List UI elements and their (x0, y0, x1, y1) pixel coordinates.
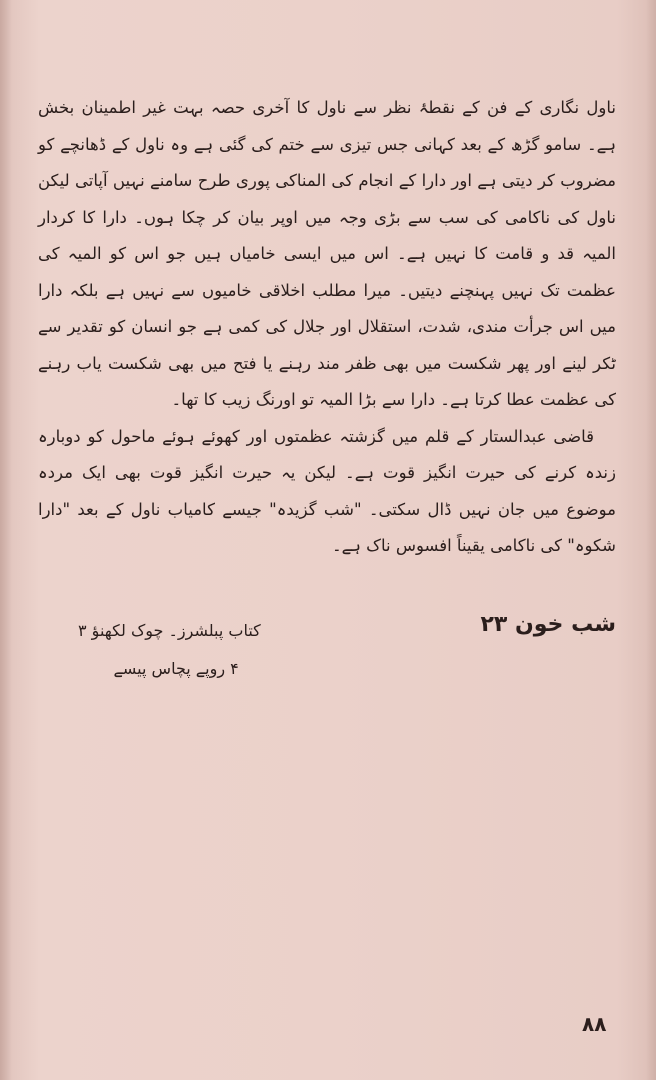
book-publisher: کتاب پبلشرز۔ چوک لکھنؤ ۳ (78, 621, 261, 640)
book-price: ۴ روپے پچاس پیسے (113, 659, 239, 678)
review-header (38, 612, 616, 712)
page-shadow-right (646, 0, 656, 1080)
article-paragraph: قاضی عبدالستار کے قلم میں گزشتہ عظمتوں اور کھوئے ہوئے ماحول کو دوبارہ زندہ کرنے کی حیرت انگیز قوت ہے۔ لیکن یہ حیرت انگیز قوت بھی ایک مردہ موضوع میں جان نہیں ڈال سکتی۔ "شب گزیدہ" جیسے کامیاب ناول کے بعد "دارا شکوہ" کی ناکامی یقیناً افسوس ناک ہے۔ (38, 426, 616, 555)
book-info (78, 612, 261, 688)
page-shadow-left (0, 0, 12, 1080)
article-paragraph: ناول نگاری کے فن کے نقطۂ نظر سے ناول کا آخری حصہ بہت غیر اطمینان بخش ہے۔ سامو گڑھ کے بعد کہانی جس تیزی سے ختم کی گئی ہے وہ ناول کے ڈھانچے کو مضروب کر دیتی ہے اور دارا کے انجام کی المناکی پوری طرح سامنے نہیں آپاتی لیکن ناول کی ناکامی کی سب سے بڑی وجہ میں اوپر بیان کر چکا ہوں۔ دارا کا کردار المیہ قد و قامت کا نہیں ہے۔ اس میں ایسی خامیاں ہیں جو اس کو المیہ کی عظمت تک نہیں پہنچنے دیتیں۔ میرا مطلب اخلاقی خامیوں سے نہیں ہے بلکہ دارا میں اس جرأت مندی، شدت، استقلال اور جلال کی کمی ہے جو انسان کو تقدیر سے ٹکر لینے اور پھر شکست میں بھی ظفر مند رہنے یا فتح میں بھی شکست یاب رہنے کی عظمت عطا کرتا ہے۔ دارا سے بڑا المیہ تو اورنگ زیب کا تھا۔ (38, 98, 616, 409)
page-number: ۸۸ (582, 1012, 607, 1036)
article-body (38, 90, 616, 565)
magazine-title: شب خون ۲۳ (480, 612, 616, 637)
